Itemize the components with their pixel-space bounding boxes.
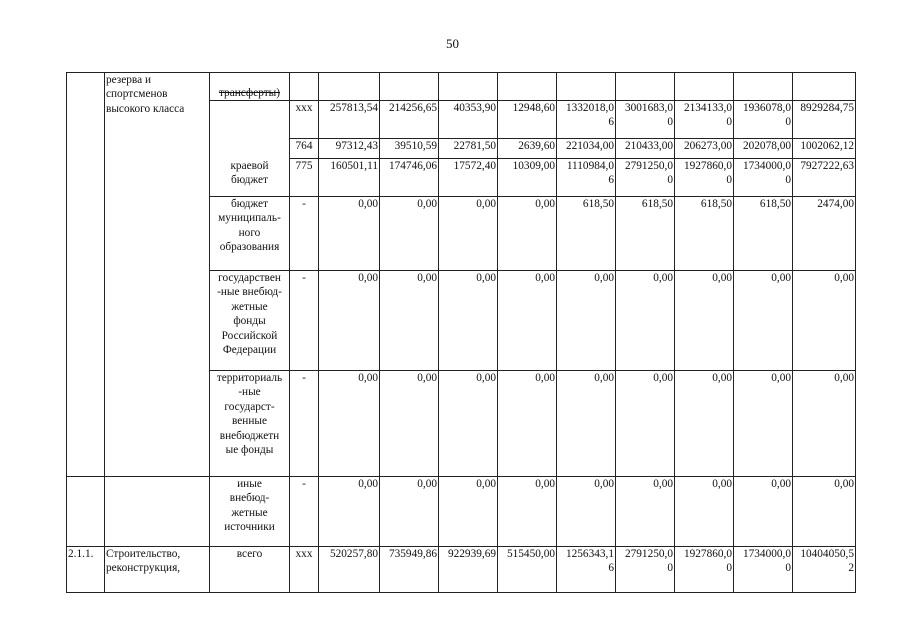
value-cell: 221034,00 xyxy=(557,139,616,159)
value-cell: 0,00 xyxy=(380,197,439,271)
value-cell: 0,00 xyxy=(616,271,675,371)
value-cell: 0,00 xyxy=(616,371,675,477)
value-cell: 0,00 xyxy=(675,371,734,477)
empty-cell xyxy=(557,73,616,101)
value-cell: 0,00 xyxy=(793,477,856,547)
source-cell: территориаль -ные государст- венные внебюджетн ые фонды xyxy=(210,371,290,477)
empty-cell xyxy=(290,73,319,101)
empty-cell xyxy=(616,73,675,101)
value-cell: 160501,11 xyxy=(319,159,380,197)
value-cell: 1110984,0 6 xyxy=(557,159,616,197)
value-cell: 0,00 xyxy=(498,371,557,477)
code-cell: 775 xyxy=(290,159,319,197)
value-cell: 1002062,12 xyxy=(793,139,856,159)
empty-cell xyxy=(319,73,380,101)
value-cell: 39510,59 xyxy=(380,139,439,159)
value-cell: 1936078,0 0 xyxy=(734,101,793,139)
code-cell: ххх xyxy=(290,547,319,593)
source-cell: всего xyxy=(210,547,290,593)
value-cell: 520257,80 xyxy=(319,547,380,593)
empty-cell xyxy=(380,73,439,101)
value-cell: 0,00 xyxy=(319,371,380,477)
value-cell: 10404050,5 2 xyxy=(793,547,856,593)
page-number: 50 xyxy=(446,36,459,51)
value-cell: 0,00 xyxy=(557,477,616,547)
value-cell: 2474,00 xyxy=(793,197,856,271)
value-cell: 0,00 xyxy=(734,371,793,477)
empty-cell xyxy=(734,73,793,101)
item-name-cell: резерва и спортсменов высокого класса xyxy=(105,73,210,477)
value-cell: 1332018,0 6 xyxy=(557,101,616,139)
item-number-cell: 2.1.1. xyxy=(67,547,105,593)
item-number-cell xyxy=(67,477,105,547)
value-cell: 515450,00 xyxy=(498,547,557,593)
value-cell: 0,00 xyxy=(675,477,734,547)
code-cell: 764 xyxy=(290,139,319,159)
value-cell: 0,00 xyxy=(380,371,439,477)
value-cell: 10309,00 xyxy=(498,159,557,197)
value-cell: 0,00 xyxy=(498,197,557,271)
value-cell: 0,00 xyxy=(380,477,439,547)
empty-cell xyxy=(498,73,557,101)
empty-cell xyxy=(675,73,734,101)
value-cell: 3001683,0 0 xyxy=(616,101,675,139)
value-cell: 0,00 xyxy=(557,271,616,371)
budget-table xyxy=(66,72,856,593)
value-cell: 40353,90 xyxy=(439,101,498,139)
value-cell: 0,00 xyxy=(439,197,498,271)
value-cell: 12948,60 xyxy=(498,101,557,139)
item-name-cell: Строительство, реконструкция, xyxy=(105,547,210,593)
value-cell: 206273,00 xyxy=(675,139,734,159)
value-cell: 8929284,75 xyxy=(793,101,856,139)
value-cell: 2791250,0 0 xyxy=(616,547,675,593)
table-row xyxy=(67,547,856,593)
value-cell: 0,00 xyxy=(793,271,856,371)
value-cell: 0,00 xyxy=(319,197,380,271)
value-cell: 0,00 xyxy=(793,371,856,477)
source-cell: государствен -ные внебюд- жетные фонды Российской Федерации xyxy=(210,271,290,371)
value-cell: 2639,60 xyxy=(498,139,557,159)
table-row xyxy=(67,477,856,547)
value-cell: 0,00 xyxy=(557,371,616,477)
code-cell: - xyxy=(290,197,319,271)
empty-cell xyxy=(793,73,856,101)
source-cell: бюджет муниципаль- ного образования xyxy=(210,197,290,271)
value-cell: 0,00 xyxy=(439,271,498,371)
value-cell: 922939,69 xyxy=(439,547,498,593)
value-cell: 618,50 xyxy=(734,197,793,271)
source-cell: иные внебюд- жетные источники xyxy=(210,477,290,547)
empty-cell xyxy=(439,73,498,101)
value-cell: 0,00 xyxy=(675,271,734,371)
value-cell: 1927860,0 0 xyxy=(675,159,734,197)
source-cell: краевой бюджет xyxy=(210,101,290,197)
value-cell: 97312,43 xyxy=(319,139,380,159)
code-cell: - xyxy=(290,477,319,547)
value-cell: 202078,00 xyxy=(734,139,793,159)
code-cell: - xyxy=(290,271,319,371)
value-cell: 0,00 xyxy=(498,271,557,371)
item-number-cell xyxy=(67,73,105,477)
value-cell: 22781,50 xyxy=(439,139,498,159)
item-name-cell xyxy=(105,477,210,547)
value-cell: 1256343,1 6 xyxy=(557,547,616,593)
value-cell: 735949,86 xyxy=(380,547,439,593)
value-cell: 7927222,63 xyxy=(793,159,856,197)
value-cell: 618,50 xyxy=(616,197,675,271)
value-cell: 0,00 xyxy=(616,477,675,547)
value-cell: 0,00 xyxy=(319,271,380,371)
value-cell: 0,00 xyxy=(734,271,793,371)
value-cell: 214256,65 xyxy=(380,101,439,139)
value-cell: 1734000,0 0 xyxy=(734,159,793,197)
value-cell: 1927860,0 0 xyxy=(675,547,734,593)
value-cell: 210433,00 xyxy=(616,139,675,159)
code-cell: ххх xyxy=(290,101,319,139)
value-cell: 1734000,0 0 xyxy=(734,547,793,593)
value-cell: 2134133,0 0 xyxy=(675,101,734,139)
value-cell: 0,00 xyxy=(439,477,498,547)
value-cell: 0,00 xyxy=(734,477,793,547)
value-cell: 618,50 xyxy=(557,197,616,271)
value-cell: 618,50 xyxy=(675,197,734,271)
value-cell: 0,00 xyxy=(439,371,498,477)
value-cell: 0,00 xyxy=(319,477,380,547)
value-cell: 2791250,0 0 xyxy=(616,159,675,197)
value-cell: 0,00 xyxy=(498,477,557,547)
value-cell: 257813,54 xyxy=(319,101,380,139)
value-cell: 0,00 xyxy=(380,271,439,371)
value-cell: 174746,06 xyxy=(380,159,439,197)
table-row xyxy=(67,73,856,101)
value-cell: 17572,40 xyxy=(439,159,498,197)
source-header-cell: трансферты) xyxy=(210,73,290,101)
code-cell: - xyxy=(290,371,319,477)
